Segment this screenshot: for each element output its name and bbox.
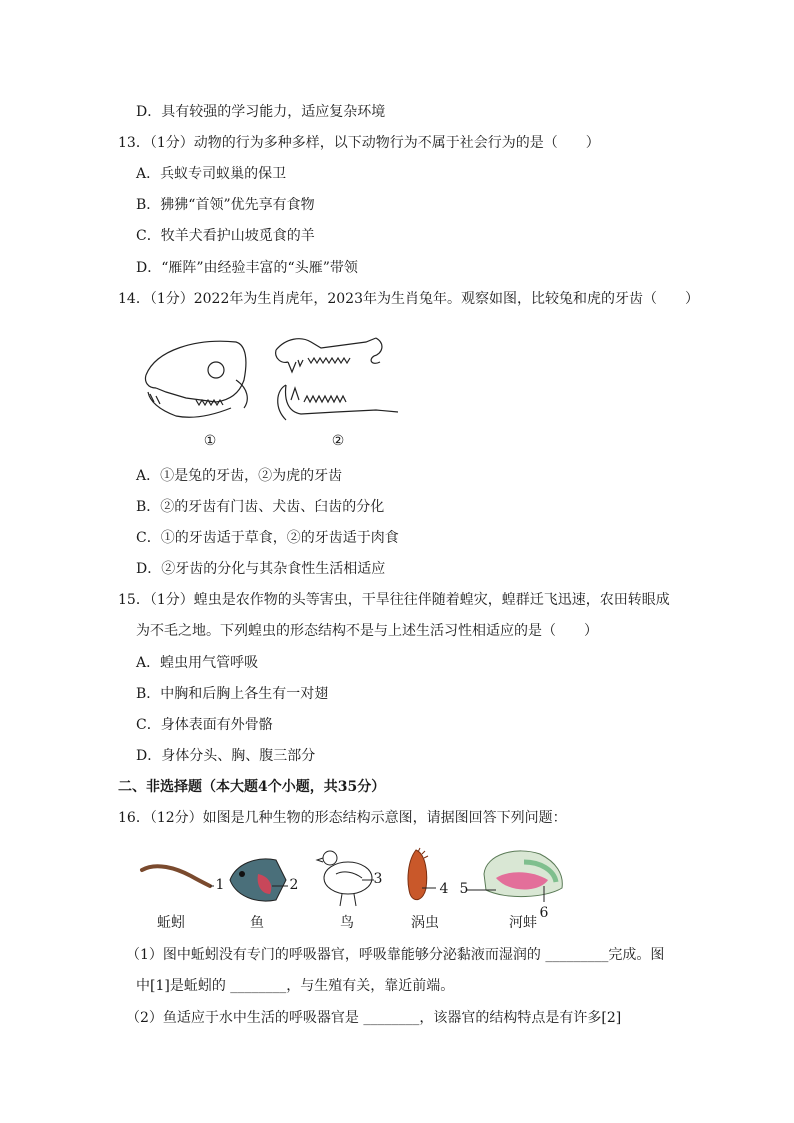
- tiger-skull-drawing: [276, 338, 398, 420]
- figure-number-1: 1: [215, 877, 225, 893]
- caption-earthworm: 蚯蚓: [157, 915, 185, 931]
- figure-number-6: 6: [539, 905, 549, 921]
- fish-drawing: [230, 859, 288, 901]
- teeth-figure: [136, 330, 416, 449]
- figure-number-2: 2: [289, 877, 299, 893]
- mussel-drawing: [466, 851, 562, 902]
- q12-option-d: D．具有较强的学习能力，适应复杂环境: [136, 104, 386, 120]
- q16-stem: 16．（12分）如图是几种生物的形态结构示意图，请据图回答下列问题：: [118, 810, 567, 826]
- caption-fish: 鱼: [250, 915, 264, 931]
- q13-option-c: C．牧羊犬看护山坡觅食的羊: [136, 228, 315, 244]
- bird-drawing: [317, 851, 374, 906]
- q16-sub2-line1: （2）鱼适应于水中生活的呼吸器官是 ________，该器官的结构特点是有许多[2]: [126, 1010, 622, 1026]
- q14-option-d: D．②牙齿的分化与其杂食性生活相适应: [136, 561, 386, 577]
- q15-option-d: D．身体分头、胸、腹三部分: [136, 748, 316, 764]
- figure-number-5: 5: [459, 881, 469, 897]
- q15-stem-line2: 为不毛之地。下列蝗虫的形态结构不是与上述生活习性相适应的是（ ）: [136, 623, 598, 639]
- caption-bird: 鸟: [340, 915, 354, 931]
- q14-option-b: B．②的牙齿有门齿、犬齿、臼齿的分化: [136, 499, 385, 515]
- q13-option-d: D．“雁阵”由经验丰富的“头雁”带领: [136, 260, 358, 276]
- figure-number-4: 4: [439, 881, 449, 897]
- section-title: 二、非选择题（本大题4个小题，共35分）: [118, 779, 386, 795]
- rabbit-skull-drawing: [145, 341, 247, 417]
- q14-stem: 14．（1分）2022年为生肖虎年，2023年为生肖兔年。观察如图，比较兔和虎的牙齿（ ）: [118, 291, 699, 307]
- figure-label-1: ①: [203, 433, 217, 449]
- caption-planarian: 涡虫: [411, 915, 439, 931]
- organisms-illustration: [136, 840, 576, 910]
- q13-option-b: B．狒狒“首领”优先享有食物: [136, 197, 315, 213]
- planarian-drawing: [408, 848, 436, 900]
- q15-stem-line1: 15．（1分）蝗虫是农作物的头等害虫，干旱往往伴随着蝗灾，蝗群迁飞迅速，农田转眼成: [118, 592, 670, 608]
- q13-option-a: A．兵蚁专司蚁巢的保卫: [136, 166, 287, 182]
- skulls-illustration: [136, 330, 416, 430]
- q16-sub1-line2: 中[1]是蚯蚓的 ________，与生殖有关，靠近前端。: [136, 978, 455, 994]
- caption-mussel: 河蚌: [509, 915, 537, 931]
- q14-option-a: A．①是兔的牙齿，②为虎的牙齿: [136, 468, 343, 484]
- q15-option-c: C．身体表面有外骨骼: [136, 717, 273, 733]
- q15-option-b: B．中胸和后胸上各生有一对翅: [136, 686, 329, 702]
- q16-sub1-line1: （1）图中蚯蚓没有专门的呼吸器官，呼吸靠能够分泌黏液而湿润的 _________完成。图: [126, 947, 665, 963]
- figure-number-3: 3: [373, 871, 383, 887]
- organisms-figure: [136, 840, 576, 936]
- earthworm-drawing: [142, 866, 214, 886]
- q15-option-a: A．蝗虫用气管呼吸: [136, 655, 259, 671]
- figure-label-2: ②: [331, 433, 345, 449]
- q13-stem: 13．（1分）动物的行为多种多样，以下动物行为不属于社会行为的是（ ）: [118, 135, 600, 151]
- q14-option-c: C．①的牙齿适于草食，②的牙齿适于肉食: [136, 530, 399, 546]
